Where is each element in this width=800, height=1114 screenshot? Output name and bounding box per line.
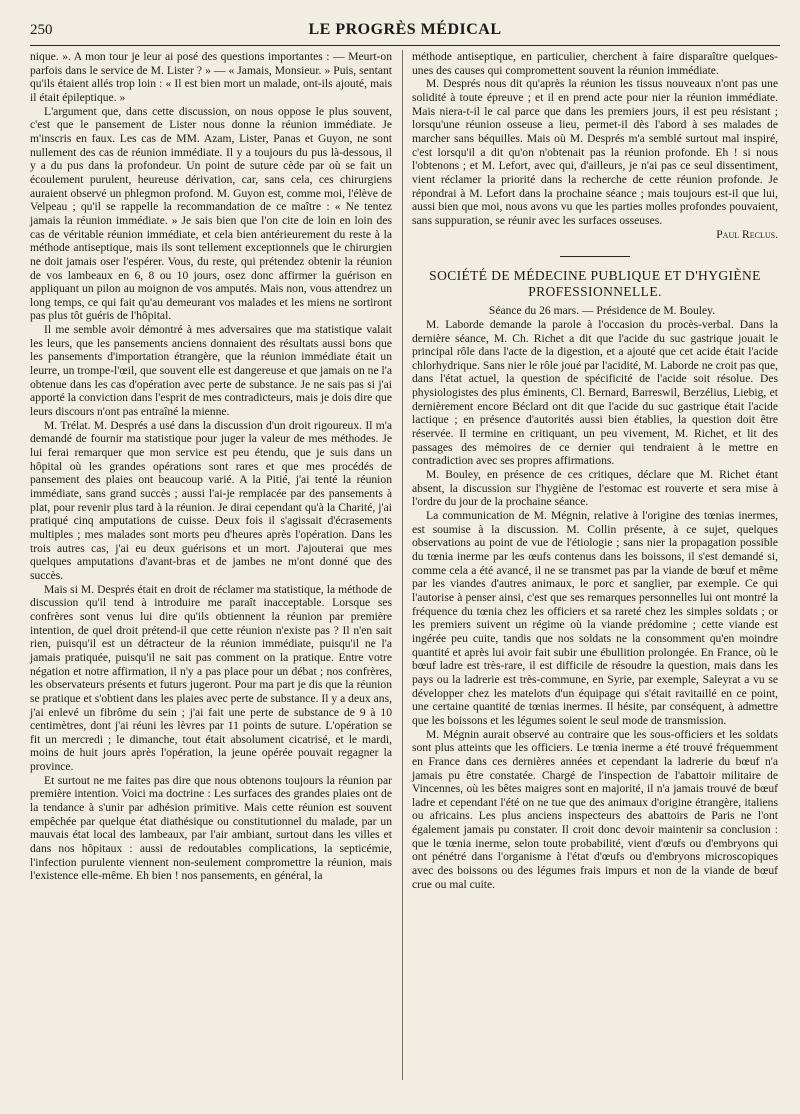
paragraph: M. Laborde demande la parole à l'occasion du procès-verbal. Dans la dernière séance, M. Ch. Richet a dit que l'acide du suc gastrique jouait le principal rôle dans l'acte de la digestion, et a ajouté que cet acide était l'acide chlorhydrique. Sans nier le rôle joué par l'acidité, M. Laborde ne croit pas que, dans l'état actuel, la question de spécificité de l'acide soit résolue. Des physiologistes des plus éminents, Cl. Bernard, Barreswil, Berzélius, Liebig, et dernièrement encore Béclard ont dit que l'acide du suc gastrique était l'acide lactique ; en présence d'autorités aussi bien établies, la question doit être réservée. Il termine en critiquant, un peu vivement, M. Richet, et lit des passages des mémoires de ce dernier qui tendraient à le mettre en contradiction avec ses propres affirmations.: [412, 317, 778, 468]
session-line: Séance du 26 mars. — Présidence de M. Bouley.: [488, 304, 716, 318]
paragraph: Mais si M. Després était en droit de réclamer ma statistique, la méthode de discussion qu'il tend à introduire me paraît inacceptable. Lorsque ses confrères sont venus lui dire qu'ils obtiennent la réunion par première intention, de quel droit prétend-il que cette réunion n'existe pas ? Il n'en sait rien, puisqu'il est un détracteur de la réunion immédiate, puisqu'il ne l'a jamais pratiquée, puisqu'il ne sait pas comment on la pratique. Entre votre négation et notre affirmation, il n'y a pas place pour un débat ; nos confrères, les observateurs présents et futurs jugeront. Pour ma part je dis que la réunion se pratique et s'obtient dans les plaies avec perte de substance. Il y a deux ans, j'ai enlevé un fibrôme du sein ; j'ai fait une perte de substance de 9 à 10 centimètres, dont j'ai réuni les lèvres par 11 points de suture. L'opération se fit un mercredi ; le dimanche, tout était absolument cicatrisé, et le mardi, moins de huit jours après l'opération, la jeune opérée pouvait regagner la province.: [30, 582, 392, 774]
author-signature: Paul Reclus.: [716, 227, 778, 241]
header-rule: [30, 45, 780, 46]
paragraph: M. Bouley, en présence de ces critiques, déclare que M. Richet étant absent, la discussion sur l'hygiène de l'estomac est rouverte et sera mise à l'ordre du jour de la prochaine séance.: [412, 468, 778, 509]
section-divider: [560, 256, 630, 260]
page-number: 250: [30, 22, 53, 38]
section-title: SOCIÉTÉ DE MÉDECINE PUBLIQUE ET D'HYGIÈNE PROFESSIONNELLE.: [429, 268, 761, 300]
paragraph: M. Mégnin aurait observé au contraire que les sous-officiers et les soldats sont plus atteints que les officiers. Le tœnia inerme a été trouvé fréquemment en France dans ces dernières années et cependant la ladrerie du bœuf n'a jamais pu être constatée. Chargé de l'inspection de l'abattoir militaire de Vincennes, où les bêtes maigres sont en majorité, il n'a jamais trouvé de bœuf ladre et cependant l'été on ne tue que des animaux d'origine étrangère, italiens ou africains. Les plus anciens inspecteurs des abattoirs de Paris ne l'ont également jamais pu constater. Il croit donc devoir maintenir sa conclusion : que le tœnia inerme, selon toute probabilité, vient d'œufs ou d'embryons qui ont pénétré dans l'organisme à l'état d'œufs ou d'embryons microscopiques avec des boissons ou des légumes frais impurs et non de la viande de bœuf crue ou mal cuite.: [412, 727, 778, 891]
paragraph: méthode antiseptique, en particulier, cherchent à faire disparaître quelques-unes des causes qui compromettent souvent la réunion immédiate.: [412, 50, 778, 77]
page-header: [30, 20, 780, 42]
paragraph: L'argument que, dans cette discussion, on nous oppose le plus souvent, c'est que le pansement de Lister nous donne la réunion immédiate. Je m'inscris en faux. Les cas de MM. Azam, Lister, Panas et Guyon, ne sont nullement des cas de réunion immédiate. Il y a toujours du pus là-dessous, il y a du pus dans la profondeur. Un point de suture cède par où se fait un écoulement purulent, heureuse dérivation, car, sans cela, ces chirurgiens auraient observé un phlegmon profond. M. Guyon est, comme moi, l'élève de Velpeau ; qu'il se rappelle la recommandation de ce maître : « Ne tentez jamais la réunion immédiate. » Je sais bien que l'on cite de loin en loin des cas de véritable réunion immédiate, et cela bien antérieurement du reste à la méthode antiseptique, mais ils sont tellement exceptionnels que le chirurgien ne doit jamais oser l'espérer. Vous, du reste, qui prétendez obtenir la réunion de vos lambeaux en 6, 8 ou 10 jours, osez donc affirmer la guérison en appliquant un pilon au moignon de vos amputés. Mais non, vous attendrez un long temps, ce qui fait qu'au demeurant vos malades et les miens ne sortiront pas plus tôt guéris de l'hôpital.: [30, 104, 392, 323]
right-column: [412, 50, 778, 891]
journal-title: LE PROGRÈS MÉDICAL: [308, 21, 502, 38]
paragraph: M. Després nous dit qu'après la réunion les tissus nouveaux n'ont pas une solidité à toute épreuve ; et il en prend acte pour nier la réunion immédiate. Mais niera-t-il le cal parce que dans les premiers jours, il est peu résistant ; lorsqu'une réunion osseuse a lieu, permet-il dès l'abord à ses malades de marcher sans béquilles. Mais où M. Després m'a semblé surtout mal inspiré, c'est lorsqu'il a dit qu'on n'obtenait pas la réunion profonde. Eh ! si nous l'obtenons ; et M. Lefort, avec qui, d'ailleurs, je n'ai pas ce seul dissentiment, vient réclamer la priorité dans la recherche de cette réunion profonde. Je répondrai à M. Lefort dans la prochaine séance ; mais toujours est-il que lui, aussi bien que moi, nous avons vu que les parties molles profondes pouvaient, sans suppuration, se réunir avec les surfaces osseuses.: [412, 77, 778, 227]
paragraph: Il me semble avoir démontré à mes adversaires que ma statistique valait les leurs, que les pansements anciens donnaient des résultats aussi bons que les pansements d'importation étrangère, que la réunion immédiate était un leurre, un trompe-l'œil, que souvent elle est dangereuse et que jamais on ne l'a obtenue dans les cas d'opération avec perte de substance. Je ne sais pas si j'ai apporté la conviction dans l'esprit de mes contradicteurs, mais je dois dire que leurs discours n'ont pas entraîné la mienne.: [30, 323, 392, 419]
column-divider: [402, 50, 403, 1080]
paragraph: nique. ». A mon tour je leur ai posé des questions importantes : — Meurt-on parfois dans le service de M. Lister ? » — « Jamais, Monsieur. » Puis, sentant qu'ils étaient allés trop loin : « Il est bien mort un malade, ont-ils ajouté, mais il était épileptique. »: [30, 50, 392, 104]
left-column: [30, 50, 392, 883]
paragraph: La communication de M. Mégnin, relative à l'origine des tœnias inermes, est soumise à la discussion. M. Collin présente, à ce sujet, quelques observations au point de vue de l'étiologie ; sans nier la propagation possible du tœnia inerme par les œufs contenus dans les boissons, il s'est demandé si, comme cela a été avancé, il ne se transmet pas par la viande de bœuf et même par les viandes d'autres animaux, le porc et sanglier, par exemple. Ce qui l'autorise à penser ainsi, c'est que ses remarques personnelles lui ont montré la fréquence du tœnia chez les officiers et sa rareté chez les simples soldats ; or les premiers suivent un régime où la viande prédomine ; cette viande est ingérée peu cuite, tandis que nos soldats ne la consomment qu'en moindre quantité et après lui avoir fait subir une ébullition prolongée. En France, où le bœuf ladre est très-rare, il est difficile de résoudre la question, mais dans les pays ou la ladrerie est très-commune, en Syrie, par exemple, Saleyrat a vu se développer chez les matelots d'un équipage qui s'était ravitaillé en ce point, une certaine quantité de tœnias inermes. Il hésite, par conséquent, à admettre que les boissons et les légumes soient le seul mode de transmission.: [412, 509, 778, 727]
paragraph: M. Trélat. M. Després a usé dans la discussion d'un droit rigoureux. Il m'a demandé de fournir ma statistique pour juger la valeur de mes méthodes. Je lui ferai remarquer que mon service est peu étendu, que je suis dans un hôpital où les grandes opérations sont rares et que mes procédés de pansement des plaies ont beaucoup varié. A la Pitié, j'ai tenté la réunion immédiate, sans grand succès ; aussi l'ai-je remplacée par des pansements à plat, pour revenir plus tard à la réunion. Je dirai cependant qu'à la Charité, j'ai pratiqué cinq amputations de cuisse. Deux fois il s'agissait d'écrasements multiples ; mes malades sont morts peu d'heures après l'opération. Dans les trois autres cas, j'ai eu deux guérisons et un mort. J'ajouterai que mes quelques amputations d'avant-bras et de jambes ne m'ont donné que des succès.: [30, 418, 392, 582]
paragraph: Et surtout ne me faites pas dire que nous obtenons toujours la réunion par première intention. Voici ma doctrine : Les surfaces des grandes plaies ont de la tendance à s'unir par adhésion primitive. Mais cette réunion est souvent empêchée par quelque état diathésique ou constitutionnel du malade, par un mauvais état local des lambeaux, par l'air ambiant, surtout dans les villes et dans nos hôpitaux : aussi de redoutables complications, la septicémie, l'infection purulente viennent non-seulement compromettre la réunion, mais l'existence elle-même. Eh bien ! nos pansements, en général, la: [30, 773, 392, 883]
